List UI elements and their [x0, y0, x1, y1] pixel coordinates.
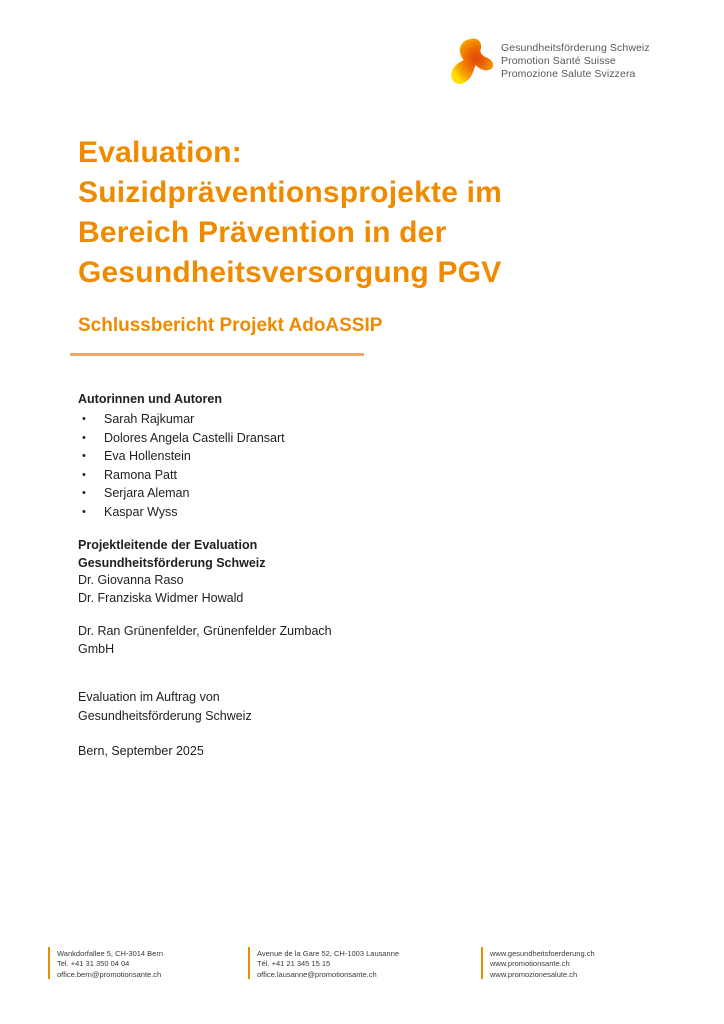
authors-heading: Autorinnen und Autoren: [78, 392, 222, 406]
author-name: Kaspar Wyss: [104, 504, 178, 519]
bullet-icon: •: [82, 450, 86, 462]
footer-email-line: office.lausanne@promotionsante.ch: [257, 969, 377, 979]
logo-line-french: Promotion Santé Suisse: [501, 55, 616, 67]
logo-line-italian: Promozione Salute Svizzera: [501, 68, 636, 80]
author-name: Eva Hollenstein: [104, 449, 191, 463]
bullet-icon: •: [82, 431, 86, 444]
subtitle-rule: [70, 353, 364, 356]
footer-column-lausanne: [248, 947, 399, 979]
project-lead-heading: Projektleitende der Evaluation: [78, 538, 258, 552]
title-line-1: Evaluation:: [78, 136, 242, 169]
title-line-4: Gesundheitsversorgung PGV: [78, 256, 502, 289]
footer-address-line: Wankdorfallee 5, CH-3014 Bern: [57, 949, 164, 958]
author-item: [78, 503, 408, 522]
project-lead-person: Dr. Franziska Widmer Howald: [78, 590, 244, 605]
author-name: Dolores Angela Castelli Dransart: [104, 430, 285, 445]
author-name: Ramona Patt: [104, 467, 177, 482]
project-lead-person: Dr. Giovanna Raso: [78, 573, 184, 587]
author-name: Serjara Aleman: [104, 486, 190, 500]
logo-line-german: Gesundheitsförderung Schweiz: [501, 42, 650, 54]
page-title: [78, 133, 638, 293]
footer-column-bern: [48, 947, 163, 979]
title-line-2: Suizidpräventionsprojekte im: [78, 176, 503, 209]
logo-wordmark: [501, 42, 650, 81]
project-lead-org: Gesundheitsförderung Schweiz: [78, 555, 266, 570]
title-line-3: Bereich Prävention in der: [78, 216, 447, 249]
footer-website-line: www.promozionesalute.ch: [490, 969, 578, 979]
footer-website-line: www.gesundheitsfoerderung.ch: [490, 949, 595, 958]
external-evaluator-line-1: Dr. Ran Grünenfelder, Grünenfelder Zumbach: [78, 624, 332, 638]
authors-section: [78, 390, 408, 521]
author-item: [78, 410, 408, 429]
place-date-line: Bern, September 2025: [78, 744, 204, 758]
bullet-icon: •: [82, 487, 86, 499]
spacer: [78, 607, 438, 623]
project-lead-section: [78, 537, 438, 658]
footer-address-line: Avenue de la Gare 52, CH-1003 Lausanne: [257, 949, 400, 958]
footer-website-line: www.promotionsante.ch: [490, 959, 570, 969]
commission-line-1: Evaluation im Auftrag von: [78, 690, 220, 704]
author-item: [78, 447, 408, 466]
logo-blob-icon: [449, 37, 496, 87]
bullet-icon: •: [82, 505, 86, 518]
external-evaluator-line-2: GmbH: [78, 641, 115, 656]
author-item: [78, 466, 408, 485]
commission-line-2: Gesundheitsförderung Schweiz: [78, 709, 252, 723]
bullet-icon: •: [82, 413, 86, 425]
commission-section: [78, 688, 408, 726]
bullet-icon: •: [82, 468, 86, 481]
footer-email-line: office.bern@promotionsante.ch: [57, 969, 162, 979]
footer-phone-line: Tel. +41 31 350 04 04: [57, 959, 130, 969]
author-item: [78, 484, 408, 503]
author-name: Sarah Rajkumar: [104, 412, 195, 426]
subtitle: Schlussbericht Projekt AdoASSIP: [78, 315, 383, 336]
author-item: [78, 429, 408, 448]
footer-column-websites: [481, 947, 595, 979]
footer-phone-line: Tél. +41 21 345 15 15: [257, 959, 331, 969]
